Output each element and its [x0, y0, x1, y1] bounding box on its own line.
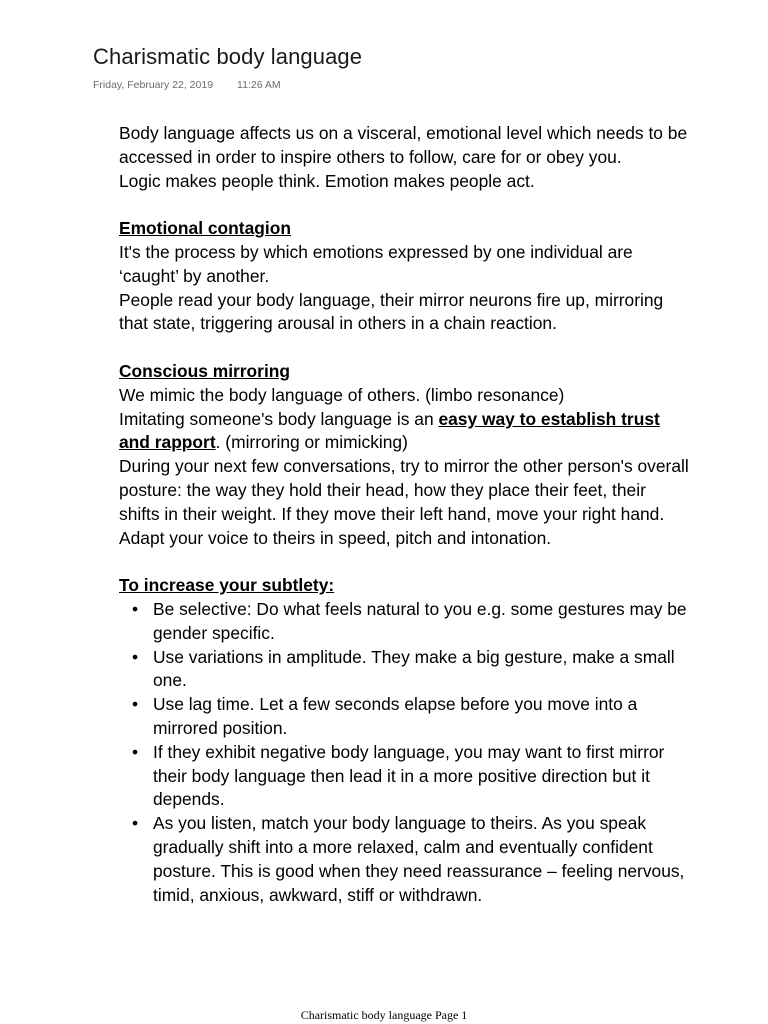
bullet-icon: •: [132, 741, 139, 762]
bullet-icon: •: [132, 598, 139, 619]
conscious-mirroring-line-1: We mimic the body language of others. (limbo resonance): [119, 384, 565, 405]
conscious-mirroring-paragraph: During your next few conversations, try to mirror the other person's overall posture: the way they hold their head, how they place their feet, their shifts in their weight. If they move their left hand, move your right hand. Adapt your voice to theirs in speed, pitch and intonation.: [119, 456, 689, 548]
intro-paragraph-1: Body language affects us on a visceral, emotional level which needs to be accessed in order to inspire others to follow, care for or obey you.: [119, 123, 688, 167]
list-item-text: Use lag time. Let a few seconds elapse before you move into a mirrored position.: [153, 694, 638, 738]
line-2-after: . (mirroring or mimicking): [215, 432, 408, 453]
emotional-contagion-paragraph-2: People read your body language, their mirror neurons fire up, mirroring that state, triggering arousal in others in a chain reaction.: [119, 289, 664, 334]
subtlety-list: [119, 598, 689, 907]
bullet-icon: •: [132, 813, 139, 834]
bullet-icon: •: [132, 694, 139, 715]
line-2-before: Imitating someone's body language is an: [119, 408, 439, 429]
page-date: Friday, February 22, 2019: [93, 79, 214, 91]
spacer: [119, 193, 689, 217]
list-item: [119, 598, 689, 646]
list-item-text: Use variations in amplitude. They make a big gesture, make a small one.: [153, 646, 675, 691]
list-item: [119, 812, 689, 907]
bullet-icon: •: [132, 646, 139, 667]
list-item: [119, 693, 689, 741]
page-title: Charismatic body language: [93, 44, 363, 69]
list-item: [119, 646, 689, 694]
page-time: 11:26 AM: [237, 79, 281, 91]
list-item-text: As you listen, match your body language to theirs. As you speak gradually shift into a more relaxed, calm and eventually confident posture. This is good when they need reassurance – feeling nervous, timid, anxious, awkward, stiff or withdrawn.: [153, 813, 685, 905]
section-heading-emotional-contagion: Emotional contagion: [119, 218, 291, 239]
list-item-text: Be selective: Do what feels natural to you e.g. some gestures may be gender specific.: [153, 598, 687, 643]
spacer: [119, 550, 689, 574]
spacer: [119, 336, 689, 360]
note-body: [119, 122, 689, 907]
page-footer: Charismatic body language Page 1: [300, 1008, 468, 1022]
page-meta: [93, 79, 281, 91]
intro-paragraph-2: Logic makes people think. Emotion makes people act.: [119, 170, 535, 191]
section-heading-conscious-mirroring: Conscious mirroring: [119, 360, 291, 381]
conscious-mirroring-line-2: [119, 408, 689, 456]
list-item-text: If they exhibit negative body language, you may want to first mirror their body language then lead it in a more positive direction but it depends.: [153, 741, 665, 810]
trust-rapport-emphasis: easy way to establish trust and rapport: [119, 408, 660, 453]
list-item: [119, 741, 689, 812]
section-heading-subtlety: To increase your subtlety:: [119, 575, 335, 596]
emotional-contagion-paragraph-1: It's the process by which emotions expressed by one individual are ‘caught’ by another.: [119, 241, 633, 286]
